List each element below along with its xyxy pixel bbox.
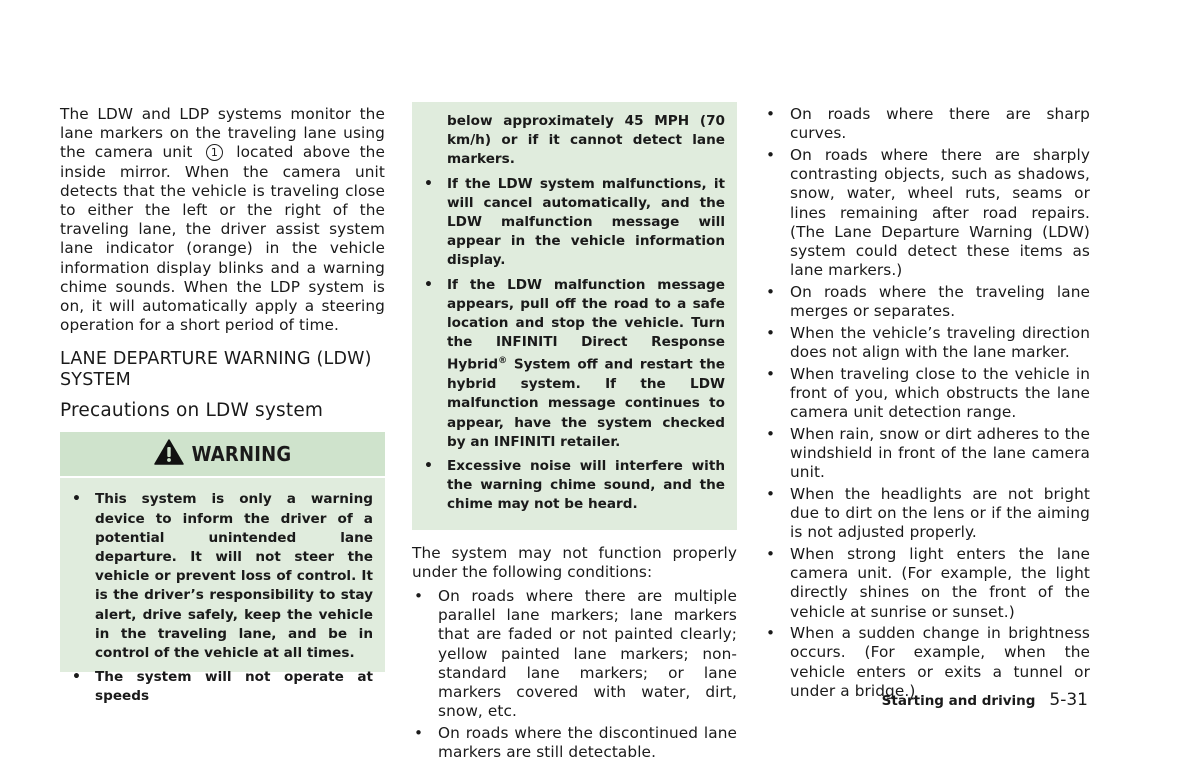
section-heading: LANE DEPARTURE WARNING (LDW) SYSTEM [60, 349, 372, 391]
warning-item: • If the LDW system malfunctions, it will cancel automatically, and the LDW malfunction message will appear in the vehicle information display. [424, 175, 725, 271]
list-item: • On roads where the discontinued lane markers are still detectable. [412, 724, 737, 762]
list-item: • On roads where there are multiple parallel lane markers; lane markers that are faded or not painted clearly; yellow painted lane markers; non-standard lane markers; or lane markers covered with water, dirt, snow, etc. [412, 587, 737, 721]
warning-box-continued [412, 102, 737, 530]
warning-header [60, 432, 385, 476]
warning-item-continuation: below approximately 45 MPH (70 km/h) or if it cannot detect lane markers. [447, 113, 725, 168]
warning-title: WARNING [191, 442, 292, 467]
warning-item: • Excessive noise will interfere with the warning chime sound, and the chime may not be heard. [424, 457, 725, 515]
intro-paragraph: The LDW and LDP systems monitor the lane markers on the traveling lane using the camera unit 1 located above the inside mirror. When the camera unit detects that the vehicle is traveling close to either the left or the right of the traveling lane, the driver assist system lane indicator (orange) in the vehicle information display blinks and a warning chime sounds. When the LDP system is on, it will automatically apply a steering operation for a short period of time. [60, 105, 385, 335]
list-item: • On roads where there are sharp curves. [764, 105, 1090, 143]
page-number: 5-31 [1049, 690, 1088, 710]
list-item: • When rain, snow or dirt adheres to the windshield in front of the lane camera unit. [764, 425, 1090, 483]
column-1 [60, 105, 385, 705]
conditions-list [412, 587, 737, 762]
list-item: • When a sudden change in brightness occurs. (For example, when the vehicle enters or exits a tunnel or under a bridge.) [764, 624, 1090, 701]
list-item: • On roads where there are sharply contrasting objects, such as shadows, snow, water, wheel ruts, seams or lines remaining after road repairs. (The Lane Departure Warning (LDW) system could detect these items as lane markers.) [764, 146, 1090, 280]
registered-mark: ® [498, 356, 508, 367]
sub-heading: Precautions on LDW system [60, 400, 324, 422]
conditions-intro: The system may not function properly under the following conditions: [412, 543, 737, 581]
warning-box [60, 478, 385, 705]
list-item: • When strong light enters the lane camera unit. (For example, the light directly shines on the front of the vehicle at sunrise or sunset.) [764, 545, 1090, 622]
conditions-list [764, 105, 1090, 701]
warning-triangle-icon [154, 439, 184, 469]
list-item: • On roads where the traveling lane merges or separates. [764, 283, 1090, 321]
list-item: • When the headlights are not bright due to dirt on the lens or if the aiming is not adjusted properly. [764, 485, 1090, 543]
warning-item: • The system will not operate at speeds [72, 668, 373, 706]
callout-number: 1 [206, 144, 223, 161]
list-item: • When the vehicle’s traveling direction does not align with the lane marker. [764, 324, 1090, 362]
page-footer [882, 690, 1088, 710]
list-item: • When traveling close to the vehicle in front of you, which obstructs the lane camera unit detection range. [764, 365, 1090, 423]
column-2 [412, 100, 737, 765]
warning-item: • This system is only a warning device to inform the driver of a potential unintended lane departure. It will not steer the vehicle or prevent loss of control. It is the driver’s responsibility to stay alert, drive safely, keep the vehicle in the traveling lane, and be in control of the vehicle at all times. [72, 490, 373, 663]
warning-item: • If the LDW malfunction message appears, pull off the road to a safe location and stop the vehicle. Turn the INFINITI Direct Response Hybrid® System off and restart the hybrid system. If the LDW malfunction message continues to appear, have the system checked by an INFINITI retailer. [424, 276, 725, 452]
footer-section-title: Starting and driving [881, 693, 1036, 709]
column-3 [764, 105, 1090, 704]
